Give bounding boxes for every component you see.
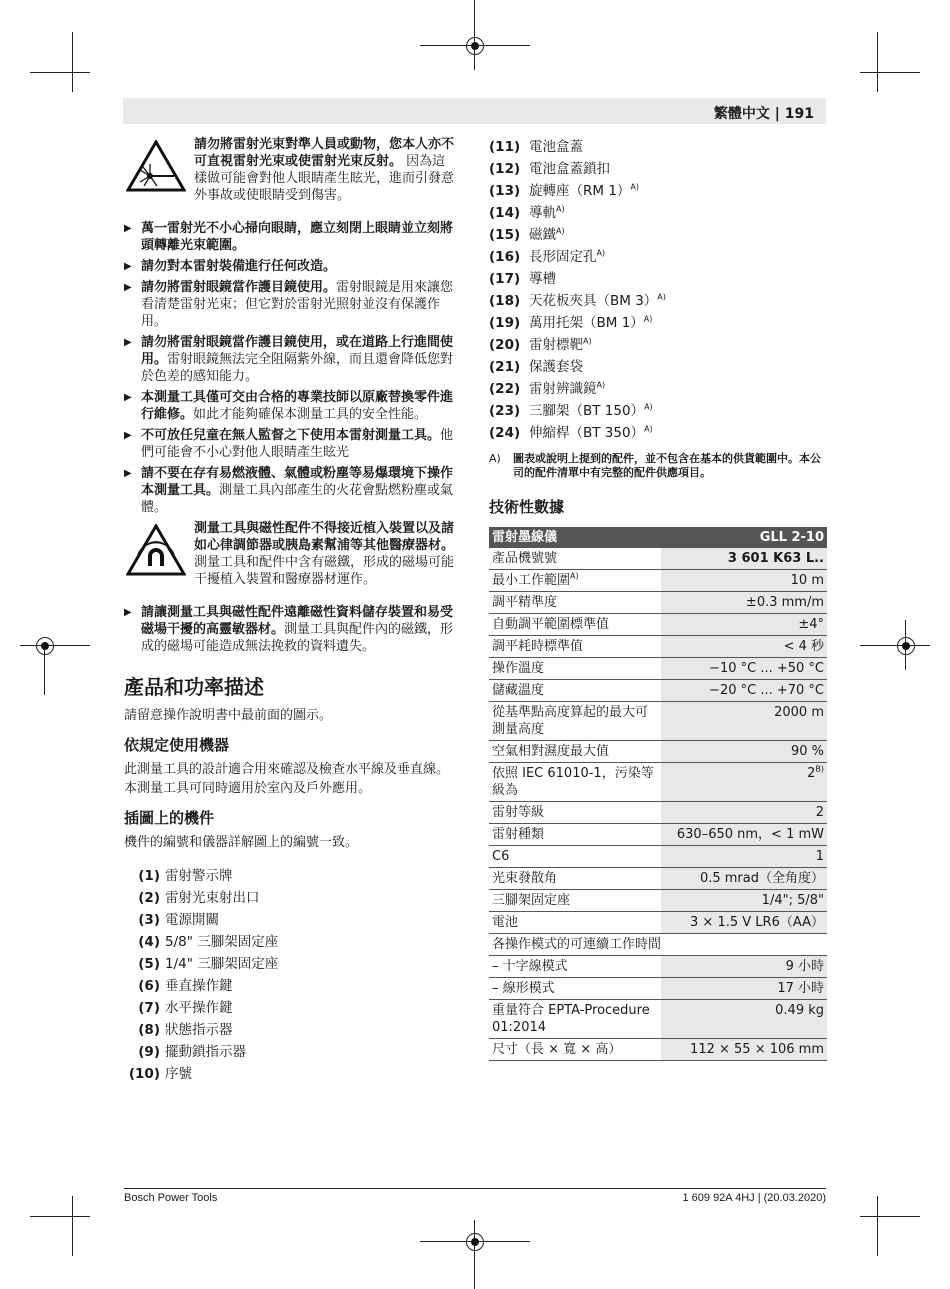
list-item: (11) 電池盒蓋 [489,139,583,155]
list-item: (8) 狀態指示器 [138,1022,233,1038]
list-item: (1) 雷射警示牌 [138,868,233,884]
list-item: (19) 萬用托架（BM 1）$^{A)}$ [489,314,653,331]
table-row: 空氣相對濕度最大值 90 % [489,741,827,763]
bullet-item: ▶ 本測量工具僅可交由合格的專業技師以原廠替換零件進行維修。如此才能夠確保本測量工具的安全性能。 [124,389,454,423]
section-heading-parts: 插圖上的機件 [124,809,215,827]
parts-text: 機件的編號和儀器詳解圖上的編號一致。 [124,835,359,850]
table-header-model: GLL 2-10 [661,527,827,548]
table-row: 電池 3 × 1.5 V LR6（AA） [489,912,827,934]
table-row: 最小工作範圍$^{A)}$ 10 m [489,570,827,592]
warn2-text: 測量工具和配件中含有磁鐵，形成的磁場可能干擾植入裝置和醫療器材運作。 [194,555,455,587]
list-item: (17) 導槽 [489,271,556,287]
table-row: 雷射種類 630–650 nm，< 1 mW [489,824,827,846]
list-item: (4) 5/8" 三腳架固定座 [138,934,279,950]
table-row: – 十字線模式 9 小時 [489,956,827,978]
table-row: 雷射等級 2 [489,802,827,824]
footer-divider [124,1188,826,1189]
table-row: 自動調平範圍標準值 ±4° [489,614,827,636]
footer-right: 1 609 92A 4HJ | (20.03.2020) [682,1192,826,1204]
parts-list-right [489,136,827,444]
bullet-item: ▶ 請勿將雷射眼鏡當作護目鏡使用，或在道路上行進間使用。雷射眼鏡無法完全阻隔紫外線，而且還會降低您對於色差的感知能力。 [124,334,454,385]
registration-mark-bottom [466,1233,484,1251]
list-item: (21) 保護套袋 [489,359,583,375]
list-item: (7) 水平操作鍵 [138,1000,233,1016]
list-item: (3) 電源開關 [138,912,219,928]
list-item: (12) 電池盒蓋鎖扣 [489,161,610,177]
footer-left: Bosch Power Tools [124,1192,218,1204]
list-item: (9) 擺動鎖指示器 [138,1044,246,1060]
table-row: 從基準點高度算起的最大可測量高度 2000 m [489,702,827,741]
use-text-2: 本測量工具可同時適用於室內及戶外應用。 [124,781,372,796]
laser-warning-block [124,136,454,216]
parts-list-left [124,865,454,1085]
list-item: (10) 序號 [128,1066,192,1082]
table-row: 尺寸（長 × 寬 × 高） 112 × 55 × 106 mm [489,1039,827,1061]
use-text-1: 此測量工具的設計適合用來確認及檢查水平線及垂直線。 [124,762,450,777]
table-row: 三腳架固定座 1/4"; 5/8" [489,890,827,912]
registration-mark-right [897,637,915,655]
table-row: 各操作模式的可連續工作時間 [489,934,827,956]
list-item: (14) 導軌$^{A)}$ [489,204,565,221]
section-heading-use: 依規定使用機器 [124,736,230,754]
bullets-group-1 [124,220,454,516]
laser-warning-icon [126,140,186,192]
warn1-bold: 請勿將雷射光束對準人員或動物，您本人亦不可直視雷射光束或使雷射光束反射。 [194,137,455,169]
bullet-item: ▶ 請勿將雷射眼鏡當作護目鏡使用。雷射眼鏡是用來讓您看清楚雷射光束；但它對於雷射光照射並沒有保護作用。 [124,279,454,330]
footnote-mark: A) [489,452,501,465]
warn2-bold: 測量工具與磁性配件不得接近植入裝置以及諸如心律調節器或胰島素幫浦等其他醫療器材。 [194,521,455,553]
table-row: 儲藏溫度 −20 °C ... +70 °C [489,680,827,702]
registration-mark-left [36,637,54,655]
table-row: 操作溫度 −10 °C ... +50 °C [489,658,827,680]
footnote-text: 圖表或說明上提到的配件，並不包含在基本的供貨範圍中。本公司的配件清單中有完整的配件供應項目。 [513,452,821,479]
spec-table [489,527,827,1061]
list-item: (20) 雷射標靶$^{A)}$ [489,336,592,353]
table-row: 產品機號號 3 601 K63 L.. [489,548,827,570]
table-row: C6 1 [489,846,827,868]
list-item: (13) 旋轉座（RM 1）$^{A)}$ [489,182,640,199]
list-item: (15) 磁鐵$^{A)}$ [489,226,565,243]
registration-mark-top [466,37,484,55]
right-column [489,136,827,1061]
list-item: (18) 天花板夾具（BM 3）$^{A)}$ [489,292,666,309]
section-heading-tech: 技術性數據 [489,498,565,516]
table-row: 調平耗時標準值 < 4 秒 [489,636,827,658]
table-row: 光束發散角 0.5 mrad（全角度） [489,868,827,890]
table-header-label: 雷射墨線儀 [489,527,661,548]
left-column [124,136,454,1085]
list-item: (6) 垂直操作鍵 [138,978,233,994]
warn1-text: 因為這樣做可能會對他人眼睛產生眩光，進而引發意外事故或使眼睛受到傷害。 [194,154,455,203]
product-text: 請留意操作說明書中最前面的圖示。 [124,708,333,723]
list-item: (2) 雷射光束射出口 [138,890,260,906]
magnet-warning-icon [126,524,186,576]
table-row: 依照 IEC 61010-1，污染等級為 $2^{B)}$ [489,763,827,802]
page-header [123,98,826,124]
bullet-item: ▶ 請不要在存有易燃液體、氣體或粉塵等易爆環境下操作本測量工具。測量工具內部產生的火花會點燃粉塵或氣體。 [124,465,454,516]
bullet-item: ▶ 萬一雷射光不小心掃向眼睛，應立刻閉上眼睛並立刻將頭轉離光束範圍。 [124,220,454,254]
table-row: 重量符合 EPTA-Procedure 01:2014 0.49 kg [489,1000,827,1039]
page-header-title: 繁體中文 | 191 [713,106,814,122]
bullets-group-2 [124,604,454,655]
bullet-item: ▶ 請讓測量工具與磁性配件遠離磁性資料儲存裝置和易受磁場干擾的高靈敏器材。測量工具與配件內的磁鐵，形成的磁場可能造成無法挽救的資料遺失。 [124,604,454,655]
list-item: (5) 1/4" 三腳架固定座 [138,956,279,972]
list-item: (16) 長形固定孔$^{A)}$ [489,248,606,265]
list-item: (23) 三腳架（BT 150）$^{A)}$ [489,402,653,419]
table-header-row [489,527,827,548]
list-item: (24) 伸縮桿（BT 350）$^{A)}$ [489,424,653,441]
list-item: (22) 雷射辨識鏡$^{A)}$ [489,380,606,397]
table-row: 調平精準度 ±0.3 mm/m [489,592,827,614]
magnet-warning-block [124,520,454,600]
table-row: – 線形模式 17 小時 [489,978,827,1000]
bullet-item: ▶ 不可放任兒童在無人監督之下使用本雷射測量工具。他們可能會不小心對他人眼睛產生眩光 [124,427,454,461]
footnote [489,452,827,480]
bullet-item: ▶ 請勿對本雷射裝備進行任何改造。 [124,258,454,275]
section-heading-product: 產品和功率描述 [124,675,264,699]
